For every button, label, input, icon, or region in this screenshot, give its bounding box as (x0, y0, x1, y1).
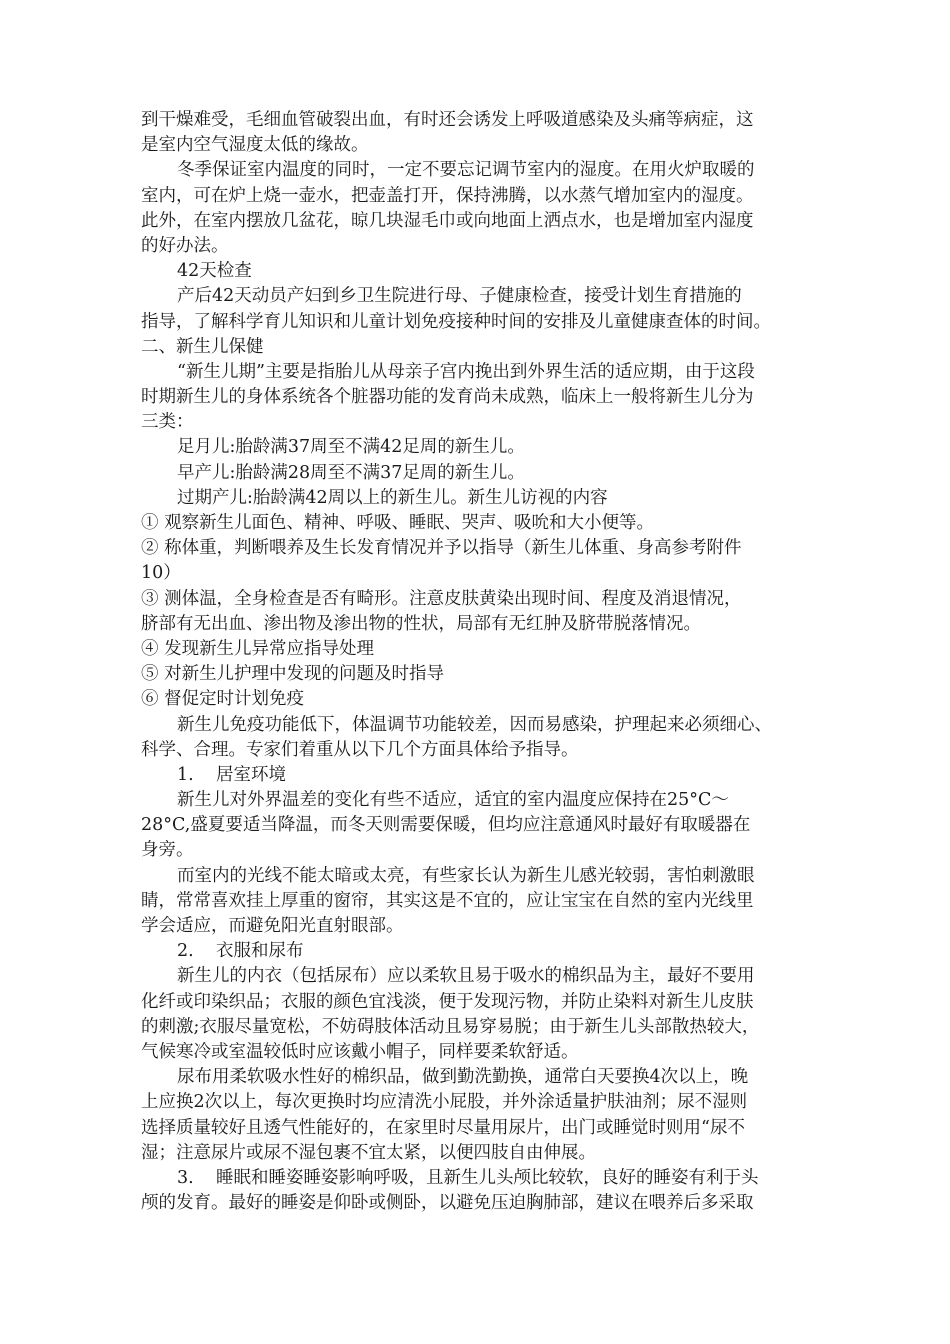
text-line: 身旁。 (141, 840, 194, 861)
text-line: 二、新生儿保健 (141, 336, 264, 357)
text-line: 睛，常常喜欢挂上厚重的窗帘，其实这是不宜的，应让宝宝在自然的室内光线里 (141, 890, 754, 911)
text-line: 颅的发育。最好的睡姿是仰卧或侧卧，以避免压迫胸肺部，建议在喂养后多采取 (141, 1193, 754, 1214)
text-line: 脐部有无出血、渗出物及渗出物的性状，局部有无红肿及脐带脱落情况。 (141, 613, 701, 634)
text-line: 室内，可在炉上烧一壶水，把壶盖打开，保持沸腾，以水蒸气增加室内的湿度。 (141, 185, 754, 206)
text-line: ③ 测体温，全身检查是否有畸形。注意皮肤黄染出现时间、程度及消退情况， (141, 588, 742, 609)
text-line: 2. 衣服和尿布 (177, 941, 304, 962)
text-line: 指导，了解科学育儿知识和儿童计划免疫接种时间的安排及儿童健康查体的时间。 (141, 311, 771, 332)
text-line: 28°C,盛夏要适当降温，而冬天则需要保暖，但均应注意通风时最好有取暖器在 (141, 815, 751, 836)
text-line: 到干燥难受，毛细血管破裂出血，有时还会诱发上呼吸道感染及头痛等病症，这 (141, 110, 754, 130)
text-line: 3. 睡眠和睡姿睡姿影响呼吸，且新生儿头颅比较软，良好的睡姿有利于头 (177, 1167, 759, 1188)
text-line: 是室内空气湿度太低的缘故。 (141, 135, 369, 156)
text-line: ① 观察新生儿面色、精神、呼吸、睡眠、哭声、吸吮和大小便等。 (141, 513, 655, 533)
text-line: 的刺激;衣服尽量宽松，不妨碍肢体活动且易穿易脱；由于新生儿头部散热较大， (141, 1016, 760, 1037)
text-line: ⑥ 督促定时计划免疫 (141, 689, 305, 710)
text-line: 时期新生儿的身体系统各个脏器功能的发育尚未成熟，临床上一般将新生儿分为 (141, 387, 754, 408)
text-line: 过期产儿:胎龄满42周以上的新生儿。新生儿访视的内容 (177, 487, 608, 508)
text-line: 10） (141, 563, 181, 584)
text-line: 尿布用柔软吸水性好的棉织品，做到勤洗勤换，通常白天要换4次以上，晚 (177, 1067, 749, 1088)
text-line: 三类： (141, 412, 194, 433)
text-line: 学会适应，而避免阳光直射眼部。 (141, 916, 404, 936)
text-line: 新生儿免疫功能低下，体温调节功能较差，因而易感染，护理起来必须细心、 (177, 714, 772, 735)
document-body (141, 108, 841, 1216)
text-line: 化纤或印染织品；衣服的颜色宜浅淡，便于发现污物，并防止染料对新生儿皮肤 (141, 991, 754, 1012)
text-line: 而室内的光线不能太暗或太亮，有些家长认为新生儿感光较弱，害怕刺激眼 (177, 865, 755, 886)
text-line: 新生儿的内衣（包括尿布）应以柔软且易于吸水的棉织品为主，最好不要用 (177, 966, 755, 987)
text-line: 此外，在室内摆放几盆花，晾几块湿毛巾或向地面上洒点水，也是增加室内湿度 (141, 210, 754, 231)
text-line: 产后42天动员产妇到乡卫生院进行母、子健康检查，接受计划生育措施的 (177, 286, 742, 307)
text-line: ⑤ 对新生儿护理中发现的问题及时指导 (141, 664, 445, 685)
text-line: 上应换2次以上，每次更换时均应清洗小屁股，并外涂适量护肤油剂；尿不湿则 (141, 1092, 748, 1113)
text-line: 气候寒冷或室温较低时应该戴小帽子，同样要柔软舒适。 (141, 1041, 579, 1062)
text-line: 冬季保证室内温度的同时，一定不要忘记调节室内的湿度。在用火炉取暖的 (177, 160, 755, 181)
text-line: 选择质量较好且透气性能好的，在家里时尽量用尿片，出门或睡觉时则用“尿不 (141, 1117, 745, 1138)
text-line: 湿；注意尿片或尿不湿包裹不宜太紧，以便四肢自由伸展。 (141, 1142, 596, 1163)
text-line: ② 称体重，判断喂养及生长发育情况并予以指导（新生儿体重、身高参考附件 (141, 538, 742, 559)
text-line: “新生儿期”主要是指胎儿从母亲子宫内挽出到外界生活的适应期，由于这段 (177, 361, 755, 382)
text-line: 足月儿:胎龄满37周至不满42足周的新生儿。 (177, 437, 525, 458)
text-line: 的好办法。 (141, 235, 229, 256)
text-line: ④ 发现新生儿异常应指导处理 (141, 638, 375, 659)
text-line: 新生儿对外界温差的变化有些不适应，适宜的室内温度应保持在25°C～ (177, 790, 729, 811)
text-line: 42天检查 (177, 261, 252, 282)
text-line: 1. 居室环境 (177, 764, 286, 785)
text-line: 科学、合理。专家们着重从以下几个方面具体给予指导。 (141, 739, 579, 760)
text-line: 早产儿:胎龄满28周至不满37足周的新生儿。 (177, 462, 525, 483)
